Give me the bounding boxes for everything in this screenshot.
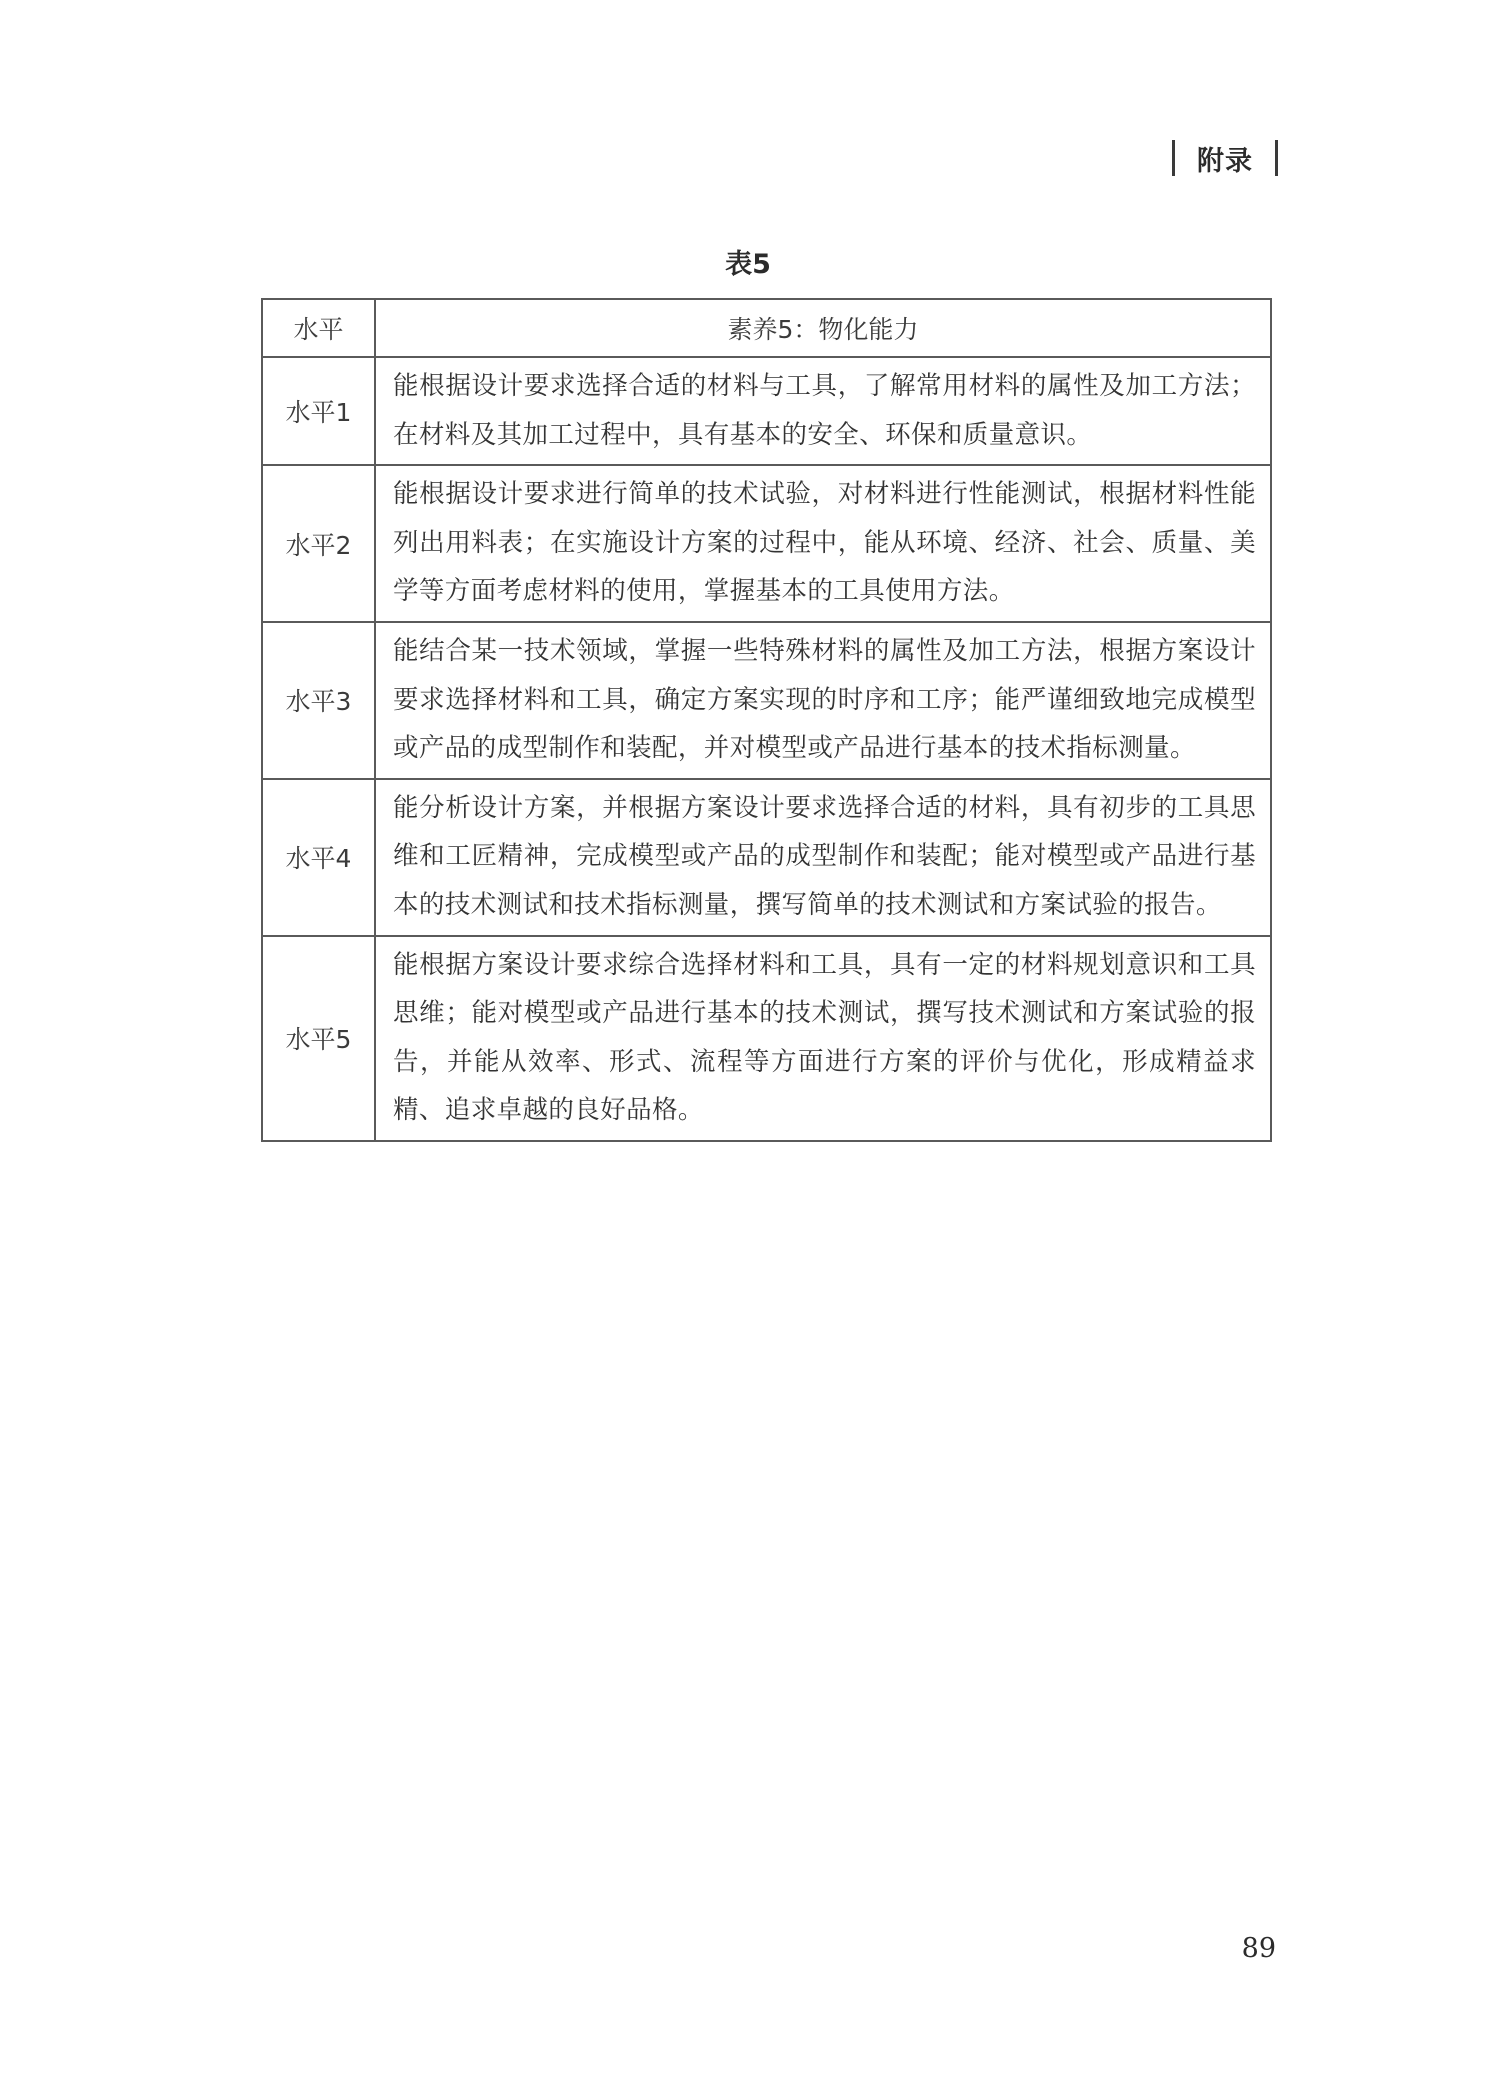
description-cell: 能根据方案设计要求综合选择材料和工具，具有一定的材料规划意识和工具思维；能对模型或产品进行基本的技术测试，撰写技术测试和方案试验的报告，并能从效率、形式、流程等方面进行方案的评价与优化，形成精益求精、追求卓越的良好品格。 xyxy=(375,936,1271,1141)
table-row xyxy=(262,622,1271,779)
level-cell: 水平4 xyxy=(262,779,375,936)
header-left-bar xyxy=(1172,140,1175,176)
competency-table-container xyxy=(261,298,1272,1142)
running-header xyxy=(1172,138,1278,178)
level-cell: 水平5 xyxy=(262,936,375,1141)
section-title: 附录 xyxy=(1197,145,1253,177)
level-cell: 水平3 xyxy=(262,622,375,779)
table-row xyxy=(262,779,1271,936)
table-row xyxy=(262,465,1271,622)
level-cell: 水平1 xyxy=(262,357,375,465)
description-cell: 能分析设计方案，并根据方案设计要求选择合适的材料，具有初步的工具思维和工匠精神，完成模型或产品的成型制作和装配；能对模型或产品进行基本的技术测试和技术指标测量，撰写简单的技术测试和方案试验的报告。 xyxy=(375,779,1271,936)
header-right-bar xyxy=(1275,140,1278,176)
description-cell: 能根据设计要求进行简单的技术试验，对材料进行性能测试，根据材料性能列出用料表；在实施设计方案的过程中，能从环境、经济、社会、质量、美学等方面考虑材料的使用，掌握基本的工具使用方法。 xyxy=(375,465,1271,622)
level-cell: 水平2 xyxy=(262,465,375,622)
description-cell: 能根据设计要求选择合适的材料与工具，了解常用材料的属性及加工方法；在材料及其加工过程中，具有基本的安全、环保和质量意识。 xyxy=(375,357,1271,465)
table-row xyxy=(262,936,1271,1141)
column-header-competency: 素养5：物化能力 xyxy=(375,299,1271,357)
competency-table xyxy=(261,298,1272,1142)
column-header-level: 水平 xyxy=(262,299,375,357)
description-cell: 能结合某一技术领域，掌握一些特殊材料的属性及加工方法，根据方案设计要求选择材料和工具，确定方案实现的时序和工序；能严谨细致地完成模型或产品的成型制作和装配，并对模型或产品进行基本的技术指标测量。 xyxy=(375,622,1271,779)
table-row xyxy=(262,357,1271,465)
table-caption: 表5 xyxy=(725,249,771,280)
table-header-row xyxy=(262,299,1271,357)
page-number: 89 xyxy=(1241,1933,1276,1964)
